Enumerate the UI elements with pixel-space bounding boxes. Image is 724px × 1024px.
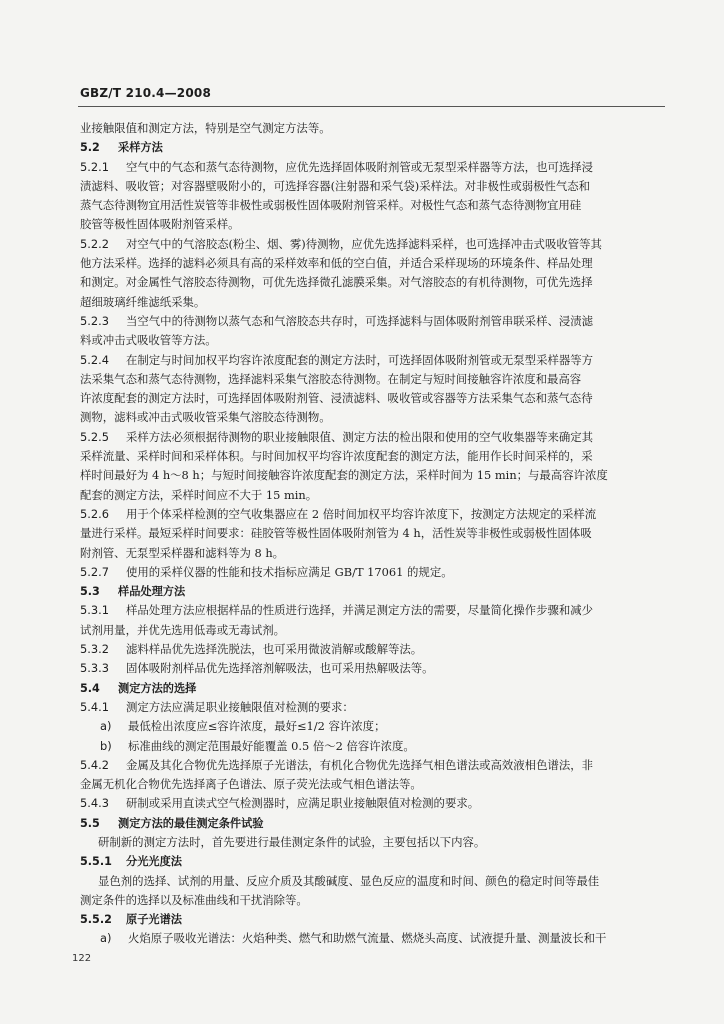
paragraph-line: 业接触限值和测定方法，特别是空气测定方法等。 — [80, 121, 331, 135]
clause-number: 5.4.3 — [80, 796, 109, 811]
clause-first-line — [80, 756, 666, 775]
paragraph-line: 和测定。对金属性气溶胶态待测物，可优先选择微孔滤膜采集。对气溶胶态的有机待测物，可优先选择 — [80, 275, 593, 290]
list-text: 标准曲线的测定范围最好能覆盖 0.5 倍～2 倍容许浓度。 — [128, 738, 415, 753]
list-item — [80, 929, 666, 948]
section-heading — [80, 852, 666, 871]
list-text: 最低检出浓度应≤容许浓度，最好≤1/2 容许浓度； — [128, 719, 386, 734]
standard-code-header: GBZ/T 210.4—2008 — [80, 86, 211, 100]
paragraph-line: 他方法采样。选择的滤料必须具有高的采样效率和低的空白值，并适合采样现场的环境条件、样品处理 — [80, 256, 593, 271]
clause-text: 在制定与时间加权平均容许浓度配套的测定方法时，可选择固体吸附剂管或无泵型采样器等方 — [126, 352, 594, 367]
clause-number: 5.3.1 — [80, 603, 109, 618]
paragraph-line: 胶管等极性固体吸附剂管采样。 — [80, 217, 240, 232]
clause-number: 5.3.2 — [80, 642, 109, 657]
section-heading — [80, 582, 666, 601]
clause-first-line — [80, 601, 666, 620]
clause-text: 用于个体采样检测的空气收集器应在 2 倍时间加权平均容许浓度下，按测定方法规定的采样流 — [126, 506, 597, 521]
section-title: 分光光度法 — [126, 855, 182, 869]
section-title: 样品处理方法 — [118, 585, 186, 599]
clause-number: 5.2.6 — [80, 506, 109, 521]
clause-first-line — [80, 505, 666, 524]
section-heading — [80, 138, 666, 157]
paragraph-line: 显色剂的选择、试剂的用量、反应介质及其酸碱度、显色反应的温度和时间、颜色的稳定时间等最佳 — [98, 873, 600, 888]
paragraph-line: 测定条件的选择以及标准曲线和干扰消除等。 — [80, 892, 308, 907]
section-title: 原子光谱法 — [126, 913, 182, 927]
section-title: 测定方法的最佳测定条件试验 — [118, 816, 264, 830]
paragraph-line: 量进行采样。最短采样时间要求：硅胶管等极性固体吸附剂管为 4 h，活性炭等非极性或弱极性固体吸 — [80, 526, 592, 541]
clause-first-line — [80, 563, 666, 582]
clause-first-line — [80, 640, 666, 659]
paragraph-line: 采样流量、采样时间和采样体积。与时间加权平均容许浓度配套的测定方法，能用作长时间采样的，采 — [80, 449, 593, 464]
clause-number: 5.4.1 — [80, 699, 109, 714]
clause-number: 5.2.7 — [80, 564, 109, 579]
section-heading — [80, 910, 666, 929]
clause-first-line — [80, 428, 666, 447]
document-body — [80, 119, 666, 949]
paragraph-line: 样时间最好为 4 h～8 h；与短时间接触容许浓度配套的测定方法，采样时间为 15 min；与最高容许浓度 — [80, 468, 608, 483]
clause-first-line — [80, 698, 666, 717]
clause-number: 5.2.3 — [80, 313, 109, 328]
list-marker: b) — [100, 738, 112, 753]
header-rule — [78, 106, 665, 107]
list-item — [80, 717, 666, 736]
clause-first-line — [80, 235, 666, 254]
clause-text: 样品处理方法应根据样品的性质进行选择，并满足测定方法的需要，尽量简化操作步骤和减少 — [126, 603, 594, 618]
clause-first-line — [80, 659, 666, 678]
clause-number: 5.2.5 — [80, 429, 109, 444]
section-number: 5.5.2 — [80, 913, 112, 927]
clause-text: 对空气中的气溶胶态(粉尘、烟、雾)待测物，应优先选择滤料采样，也可选择冲击式吸收管等其 — [126, 236, 602, 251]
clause-first-line — [80, 158, 666, 177]
paragraph-line: 许浓度配套的测定方法时，可选择固体吸附剂管、浸渍滤料、吸收管或容器等方法采集气态和蒸气态待 — [80, 391, 593, 406]
paragraph-line: 附剂管、无泵型采样器和滤料等为 8 h。 — [80, 545, 285, 560]
list-marker: a) — [100, 931, 112, 946]
paragraph-line: 试剂用量，并优先选用低毒或无毒试剂。 — [80, 622, 286, 637]
clause-text: 金属及其化合物优先选择原子光谱法，有机化合物优先选择气相色谱法或高效液相色谱法，非 — [126, 757, 594, 772]
section-number: 5.3 — [80, 585, 100, 599]
clause-text: 固体吸附剂样品优先选择溶剂解吸法，也可采用热解吸法等。 — [126, 661, 434, 676]
clause-text: 使用的采样仪器的性能和技术指标应满足 GB/T 17061 的规定。 — [126, 564, 453, 579]
paragraph-line: 渍滤料、吸收管；对容器壁吸附小的，可选择容器(注射器和采气袋)采样法。对非极性或弱极性气态和 — [80, 178, 591, 193]
clause-number: 5.3.3 — [80, 661, 109, 676]
section-title: 测定方法的选择 — [118, 681, 197, 695]
clause-number: 5.2.4 — [80, 352, 109, 367]
paragraph-line: 料或冲击式吸收管等方法。 — [80, 333, 217, 348]
paragraph-line: 研制新的测定方法时，首先要进行最佳测定条件的试验，主要包括以下内容。 — [98, 834, 486, 849]
paragraph-line: 蒸气态待测物宜用活性炭管等非极性或弱极性固体吸附剂管采样。对极性气态和蒸气态待测物宜用硅 — [80, 198, 582, 213]
section-number: 5.5.1 — [80, 855, 112, 869]
section-heading — [80, 679, 666, 698]
list-text: 火焰原子吸收光谱法：火焰种类、燃气和助燃气流量、燃烧头高度、试液提升量、测量波长和干 — [128, 931, 607, 946]
paragraph-line: 测物，滤料或冲击式吸收管采集气溶胶态待测物。 — [80, 410, 331, 425]
clause-text: 滤料样品优先选择洗脱法，也可采用微波消解或酸解等法。 — [126, 642, 423, 657]
clause-text: 测定方法应满足职业接触限值对检测的要求： — [126, 699, 354, 714]
section-number: 5.4 — [80, 681, 100, 695]
section-title: 采样方法 — [118, 141, 163, 155]
paragraph-line: 金属无机化合物优先选择离子色谱法、原子荧光法或气相色谱法等。 — [80, 777, 422, 792]
clause-text: 当空气中的待测物以蒸气态和气溶胶态共存时，可选择滤料与固体吸附剂管串联采样、浸渍滤 — [126, 313, 594, 328]
clause-first-line — [80, 794, 666, 813]
section-number: 5.2 — [80, 141, 100, 155]
clause-number: 5.4.2 — [80, 757, 109, 772]
list-marker: a) — [100, 719, 112, 734]
list-item — [80, 737, 666, 756]
clause-number: 5.2.1 — [80, 159, 109, 174]
paragraph-line: 法采集气态和蒸气态待测物，选择滤料采集气溶胶态待测物。在制定与短时间接触容许浓度和最高容 — [80, 371, 582, 386]
page-number: 122 — [72, 953, 92, 964]
paragraph-line: 超细玻璃纤维滤纸采集。 — [80, 294, 206, 309]
clause-text: 空气中的气态和蒸气态待测物，应优先选择固体吸附剂管或无泵型采样器等方法，也可选择浸 — [126, 159, 594, 174]
section-heading — [80, 814, 666, 833]
paragraph-line: 配套的测定方法，采样时间应不大于 15 min。 — [80, 487, 318, 502]
section-number: 5.5 — [80, 816, 100, 830]
clause-first-line — [80, 312, 666, 331]
clause-text: 研制或采用直读式空气检测器时，应满足职业接触限值对检测的要求。 — [126, 796, 480, 811]
clause-text: 采样方法必须根据待测物的职业接触限值、测定方法的检出限和使用的空气收集器等来确定其 — [126, 429, 594, 444]
clause-first-line — [80, 351, 666, 370]
clause-number: 5.2.2 — [80, 236, 109, 251]
